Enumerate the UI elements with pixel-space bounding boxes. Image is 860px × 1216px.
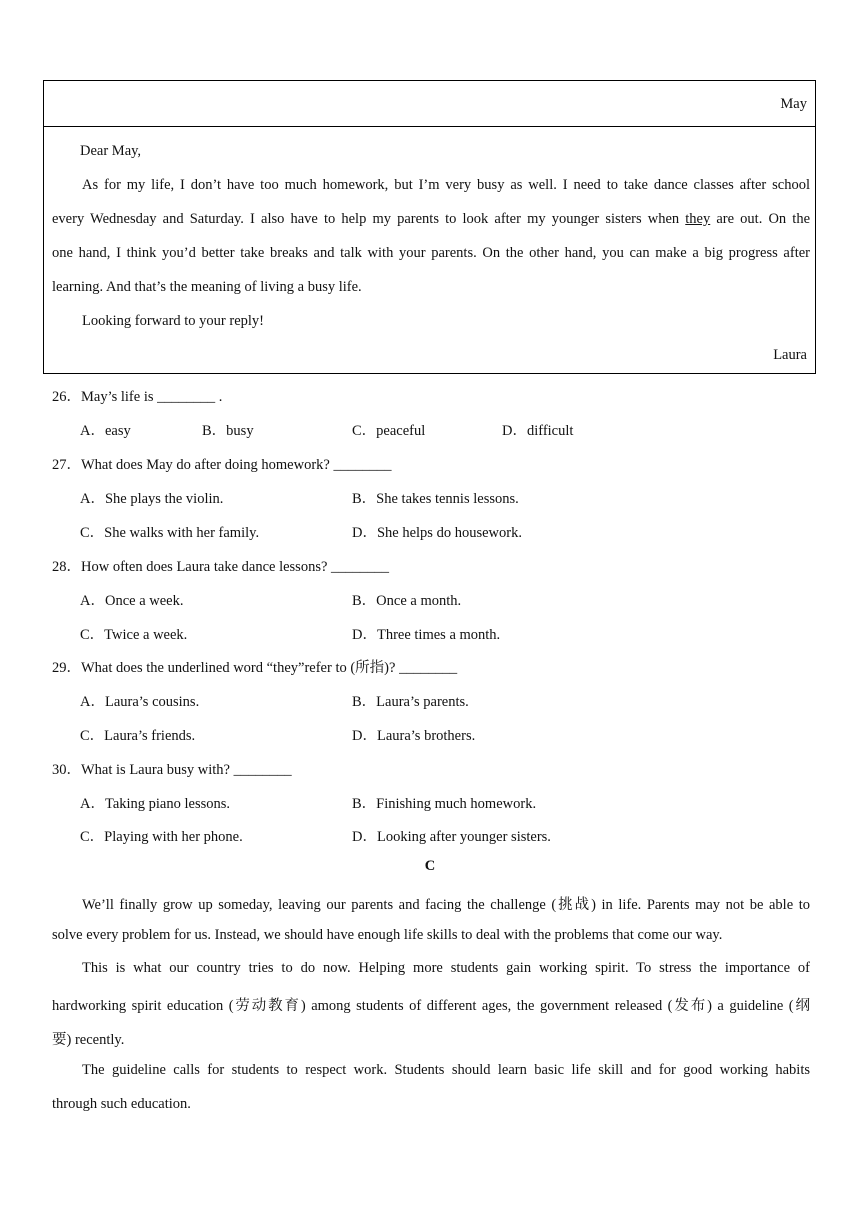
letter-greeting: Dear May, (80, 143, 142, 159)
option-30-b[interactable]: B．Finishing much homework. (352, 796, 537, 812)
letter-line-2: every Wednesday and Saturday. I also have to help my parents to look after my younger sisters when they are out. On the (52, 211, 811, 227)
underlined-word-they: they (685, 211, 711, 227)
passage-c-p1-line2: solve every problem for us. Instead, we should have enough life skills to deal with the problems that come our way. (52, 927, 723, 943)
passage-c-p1-line1: We’ll finally grow up someday, leaving our parents and facing the challenge (挑战) in life. Parents may not be able to (82, 897, 810, 913)
letter-line-4: learning. And that’s the meaning of living a busy life. (52, 279, 362, 295)
option-29-c[interactable]: C．Laura’s friends. (80, 728, 196, 744)
option-27-d[interactable]: D．She helps do housework. (352, 525, 522, 541)
passage-c-p2-line3: 要) recently. (52, 1032, 125, 1048)
option-28-b[interactable]: B．Once a month. (352, 593, 462, 609)
passage-c-p2-line1: This is what our country tries to do now. Helping more students gain working spirit. To stress the importance of (82, 960, 810, 976)
passage-c-p3-line1: The guideline calls for students to respect work. Students should learn basic life skill and for good working habits (82, 1062, 810, 1078)
option-30-a[interactable]: A．Taking piano lessons. (80, 796, 231, 812)
question-28: 28．How often does Laura take dance lessons? ________ (52, 559, 390, 575)
option-30-c[interactable]: C．Playing with her phone. (80, 829, 243, 845)
section-heading-c: C (424, 858, 436, 874)
question-26: 26．May’s life is ________ . (52, 389, 223, 405)
option-27-a[interactable]: A．She plays the violin. (80, 491, 224, 507)
question-30: 30．What is Laura busy with? ________ (52, 762, 292, 778)
letter-closing: Looking forward to your reply! (82, 313, 265, 329)
option-26-d[interactable]: D．difficult (502, 423, 574, 439)
question-27: 27．What does May do after doing homework? ________ (52, 457, 392, 473)
passage-c-p2-line2: hardworking spirit education (劳动教育) among students of different ages, the government released (发布) a guideline (纲 (52, 998, 810, 1014)
option-29-d[interactable]: D．Laura’s brothers. (352, 728, 476, 744)
question-29: 29．What does the underlined word “they”refer to (所指)? ________ (52, 660, 458, 676)
letter-header (44, 81, 815, 127)
letter-signature: Laura (773, 347, 807, 363)
passage-c-p3-line2: through such education. (52, 1096, 191, 1112)
letter-line-3: one hand, I think you’d better take breaks and talk with your parents. On the other hand, you can make a big progress after (52, 245, 810, 261)
letter-box (43, 80, 816, 374)
option-28-d[interactable]: D．Three times a month. (352, 627, 501, 643)
option-27-c[interactable]: C．She walks with her family. (80, 525, 260, 541)
option-26-a[interactable]: A．easy (80, 423, 131, 439)
option-27-b[interactable]: B．She takes tennis lessons. (352, 491, 519, 507)
option-28-a[interactable]: A．Once a week. (80, 593, 184, 609)
letter-line-1: As for my life, I don’t have too much homework, but I’m very busy as well. I need to take dance classes after school (82, 177, 810, 193)
option-26-b[interactable]: B．busy (202, 423, 254, 439)
option-29-a[interactable]: A．Laura’s cousins. (80, 694, 200, 710)
option-29-b[interactable]: B．Laura’s parents. (352, 694, 469, 710)
option-30-d[interactable]: D．Looking after younger sisters. (352, 829, 551, 845)
option-28-c[interactable]: C．Twice a week. (80, 627, 188, 643)
option-26-c[interactable]: C．peaceful (352, 423, 426, 439)
letter-recipient: May (780, 96, 807, 112)
